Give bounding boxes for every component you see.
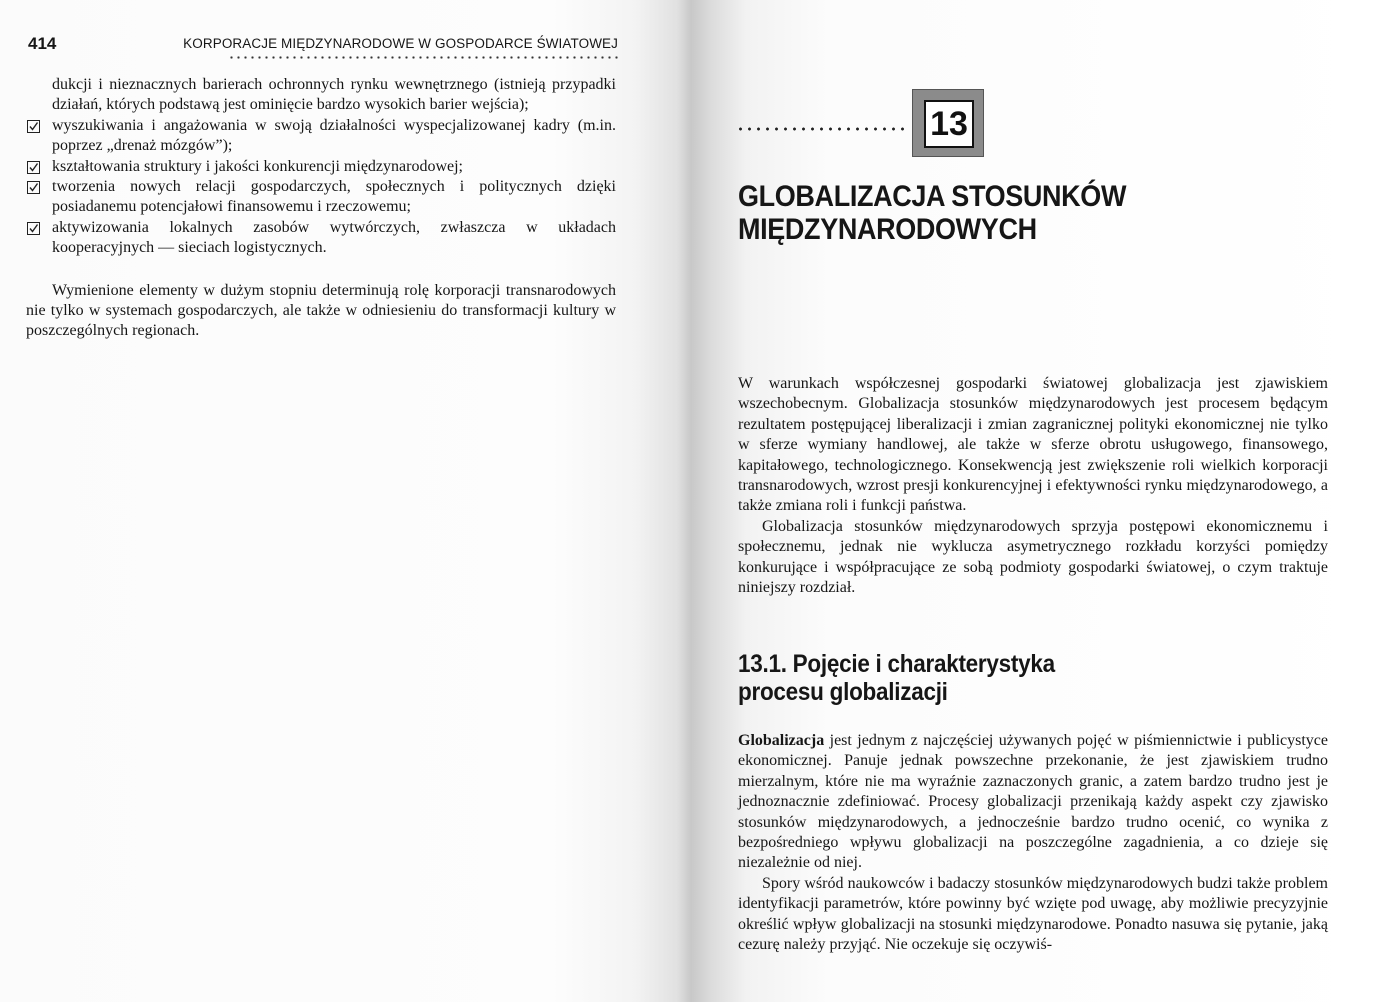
chapter-title [738, 180, 1278, 246]
checked-box-icon [27, 222, 40, 235]
section-body [738, 731, 1328, 955]
section-paragraph: Spory wśród naukowców i badaczy stosunków międzynarodowych budzi także problem identyfikacji parametrów, które powinny być wzięte pod uwagę, aby możliwie precyzyjnie określić wpływ globalizacji na stosunki międzynarodowe. Ponadto nasuwa się pytanie, jaką cezurę należy przyjąć. Nie oczekuje się oczywiś- [738, 874, 1328, 954]
list-item-text: kształtowania struktury i jakości konkurencji międzynarodowej; [52, 157, 463, 175]
chapter-title-line: MIĘDZYNARODOWYCH [738, 213, 1037, 246]
list-item [26, 116, 616, 157]
section-paragraph-text: jest jednym z najczęściej używanych pojęć w piśmiennictwie i publicystyce ekonomicznej. Panuje jednak powszechne przekonanie, że jest zjawiskiem trudno mierzalnym, które nie ma wyraźnie zaznaczonych granic, a zatem bardzo trudno jest je jednoznacznie zdefiniować. Procesy globalizacji przenikają każdy aspekt czy zjawisko stosunków międzynarodowych, a jednocześnie bardzo trudno ocenić, co wynika z bezpośredniego wpływu globalizacji na poszczególne zagadnienia, a co dzieje się niezależnie od niej. [738, 732, 1328, 872]
checked-box-icon [27, 161, 40, 174]
page-number: 414 [28, 34, 57, 53]
section-paragraph [738, 731, 1328, 874]
list-item [26, 177, 616, 218]
list-item-text: aktywizowania lokalnych zasobów wytwórczych, zwłaszcza w układach kooperacyjnych — sieciach logistycznych. [52, 218, 616, 257]
right-page [690, 0, 1382, 1002]
chapter-number-badge [912, 89, 984, 157]
section-heading-line: 13.1. Pojęcie i charakterystyka [738, 650, 1055, 678]
chapter-mark [736, 89, 1046, 159]
intro-paragraph: Globalizacja stosunków międzynarodowych sprzyja postępowi ekonomicznemu i społecznemu, jednak nie wyklucza asymetrycznego rozkładu korzyści pomiędzy konkurujące i współpracujące ze sobą podmioty gospodarki światowej, o czym traktuje niniejszy rozdział. [738, 517, 1328, 597]
closing-paragraph: Wymienione elementy w dużym stopniu determinują rolę korporacji transnarodowych nie tylko w systemach gospodarczych, ale także w odniesieniu do transformacji kultury w poszczególnych regionach. [26, 281, 616, 340]
chapter-intro [738, 374, 1328, 598]
section-heading-line: procesu globalizacji [738, 678, 948, 706]
header-dotted-rule [228, 56, 618, 59]
running-title: KORPORACJE MIĘDZYNARODOWE W GOSPODARCE ŚWIATOWEJ [183, 36, 618, 51]
list-item [26, 157, 616, 177]
list-item [26, 218, 616, 259]
continued-paragraph: dukcji i nieznacznych barierach ochronnych rynku wewnętrznego (istnieją przypadki działań, których podstawą jest ominięcie bardzo wysokich barier wejścia); [52, 76, 616, 114]
bold-term: Globalizacja [738, 732, 825, 749]
checked-box-icon [27, 181, 40, 194]
list-item-text: wyszukiwania i angażowania w swoją działalności wyspecjalizowanej kadry (m.in. poprzez „drenaż mózgów”); [52, 116, 616, 155]
checked-box-icon [27, 120, 40, 133]
chapter-dotted-rule [736, 127, 910, 131]
chapter-title-line: GLOBALIZACJA STOSUNKÓW [738, 180, 1127, 213]
left-page-body [26, 75, 616, 342]
intro-paragraph: W warunkach współczesnej gospodarki światowej globalizacja jest zjawiskiem wszechobecnym. Globalizacja stosunków międzynarodowych jest procesem będącym rezultatem postępującej liberalizacji i zmian zagranicznej polityki ekonomicznej nie tylko w sferze wymiany handlowej, ale także w sferze obrotu usługowego, finansowego, kapitałowego, technologicznego. Konsekwencją jest zwiększenie roli wielkich korporacji transnarodowych, wzrost presji konkurencyjnej i efektywności rynku międzynarodowego, a także zmiana roli i funkcji państwa. [738, 375, 1328, 515]
left-page [0, 0, 690, 1002]
running-header [28, 30, 618, 58]
checklist [26, 116, 616, 259]
list-item-text: tworzenia nowych relacji gospodarczych, społecznych i politycznych dzięki posiadanemu potencjałowi finansowemu i rzeczowemu; [52, 178, 616, 216]
chapter-number: 13 [924, 100, 974, 148]
section-heading [738, 650, 1278, 706]
